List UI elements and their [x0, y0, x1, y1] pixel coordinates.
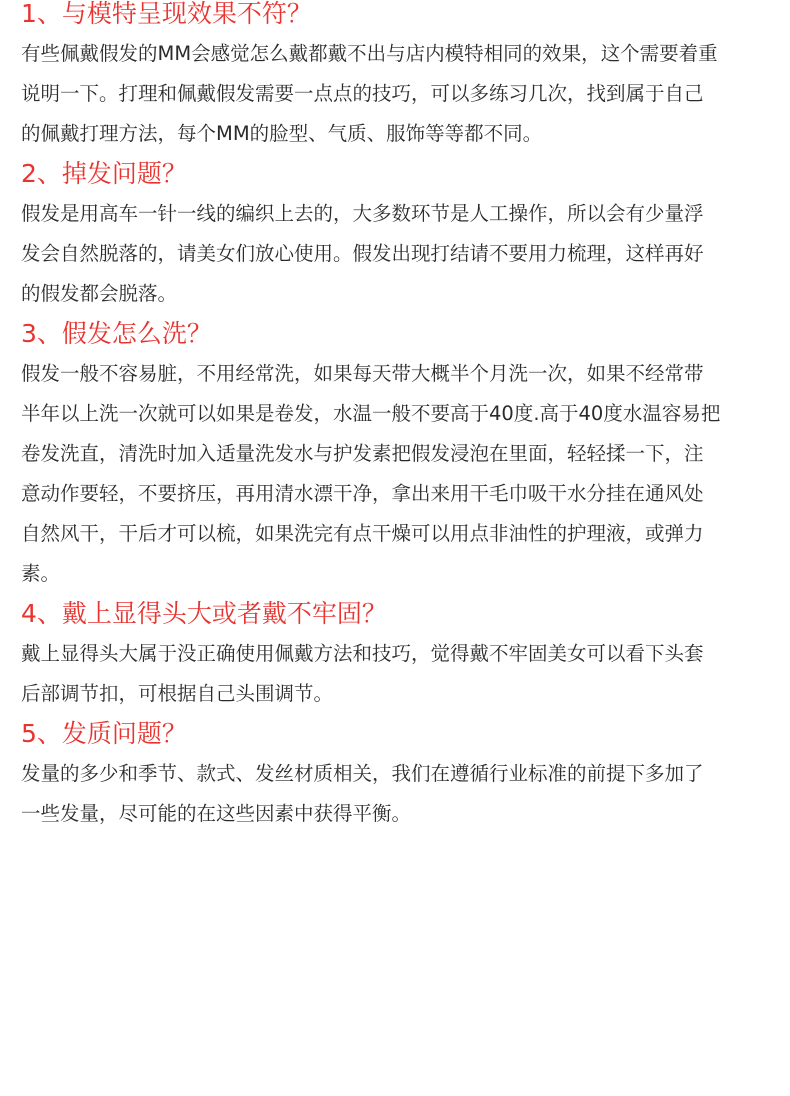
- answer-line: 卷发洗直，清洗时加入适量洗发水与护发素把假发浸泡在里面，轻轻揉一下，注: [21, 442, 704, 465]
- faq-question-fit: 1、与模特呈现效果不符？: [21, 0, 312, 28]
- answer-line: 发量的多少和季节、款式、发丝材质相关，我们在遵循行业标准的前提下多加了: [21, 762, 704, 785]
- faq-item-size: [21, 594, 704, 714]
- faq-answer-fit: [21, 34, 718, 154]
- answer-line: 假发一般不容易脏，不用经常洗，如果每天带大概半个月洗一次，如果不经常带: [21, 362, 704, 385]
- answer-line: 后部调节扣，可根据自己头围调节。: [21, 682, 334, 705]
- faq-question-washing: 3、假发怎么洗？: [21, 319, 212, 348]
- answer-line: 假发是用高车一针一线的编织上去的，大多数环节是人工操作，所以会有少量浮: [21, 202, 704, 225]
- answer-line: 的佩戴打理方法，每个MM的脸型、气质、服饰等等都不同。: [21, 122, 543, 145]
- answer-line: 素。: [21, 562, 61, 585]
- faq-question-hair-quality: 5、发质问题？: [21, 719, 187, 748]
- faq-item-fit: [21, 0, 718, 154]
- answer-line: 戴上显得头大属于没正确使用佩戴方法和技巧，觉得戴不牢固美女可以看下头套: [21, 642, 704, 665]
- answer-line: 意动作要轻，不要挤压，再用清水漂干净，拿出来用干毛巾吸干水分挂在通风处: [21, 482, 704, 505]
- faq-item-hair-quality: [21, 714, 704, 834]
- answer-line: 说明一下。打理和佩戴假发需要一点点的技巧，可以多练习几次，找到属于自己: [21, 82, 704, 105]
- faq-answer-washing: [21, 354, 720, 594]
- faq-item-shedding: [21, 154, 704, 314]
- faq-item-washing: [21, 314, 720, 594]
- answer-line: 一些发量，尽可能的在这些因素中获得平衡。: [21, 802, 412, 825]
- answer-line: 发会自然脱落的，请美女们放心使用。假发出现打结请不要用力梳理，这样再好: [21, 242, 704, 265]
- faq-answer-shedding: [21, 194, 704, 314]
- answer-line: 有些佩戴假发的MM会感觉怎么戴都戴不出与店内模特相同的效果，这个需要着重: [21, 42, 718, 65]
- faq-question-shedding: 2、掉发问题？: [21, 159, 187, 188]
- answer-line: 半年以上洗一次就可以如果是卷发，水温一般不要高于40度.高于40度水温容易把: [21, 402, 721, 425]
- answer-line: 的假发都会脱落。: [21, 282, 178, 305]
- faq-answer-size: [21, 634, 704, 714]
- answer-line: 自然风干，干后才可以梳，如果洗完有点干燥可以用点非油性的护理液，或弹力: [21, 522, 704, 545]
- faq-question-size: 4、戴上显得头大或者戴不牢固？: [21, 599, 387, 628]
- faq-answer-hair-quality: [21, 754, 704, 834]
